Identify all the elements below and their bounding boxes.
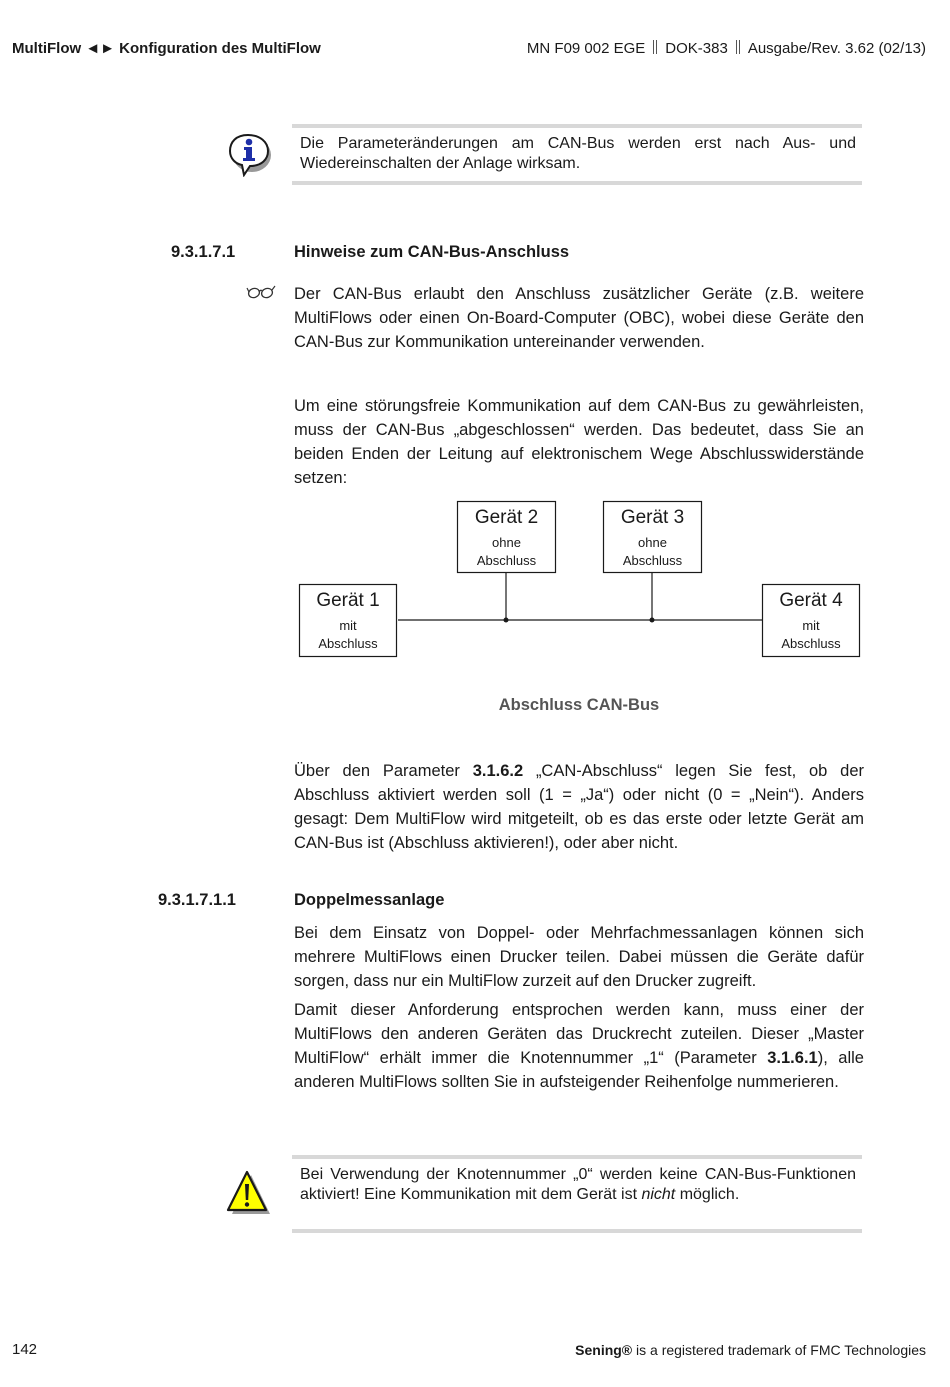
paragraph: Bei dem Einsatz von Doppel- oder Mehrfachmessanlagen können sich mehrere MultiFlows einen Drucker teilen. Dabei müssen die Geräte dafür sorgen, dass nur ein MultiFlow zurzeit auf den Drucker zugreift. (294, 924, 864, 990)
device-name: Gerät 1 (316, 590, 380, 611)
device-status: Abschluss (476, 553, 537, 568)
junction-dot (650, 618, 655, 623)
device-box-4 (763, 585, 860, 657)
parameter-ref: 3.1.6.1 (767, 1049, 818, 1067)
device-status: Abschluss (318, 636, 378, 651)
text-run: Bei Verwendung der Knotennummer „0“ werden keine CAN-Bus-Funktionen aktiviert! Eine Kommunikation mit dem Gerät ist (300, 1166, 856, 1203)
emphasis: nicht (641, 1186, 676, 1203)
header-doc-id: DOK-383 (665, 40, 728, 57)
text-run: Über den Parameter (294, 762, 473, 780)
text-run: ), alle anderen MultiFlows sollten Sie in aufsteigender Reihenfolge nummerieren. (294, 1049, 864, 1091)
header-separator (653, 40, 657, 54)
junction-dot (504, 618, 509, 623)
device-status: Abschluss (622, 553, 683, 568)
header-chapter: MultiFlow ◄► Konfiguration des MultiFlow (12, 40, 321, 57)
section-title: Doppelmessanlage (294, 891, 445, 909)
info-note (292, 124, 862, 185)
device-name: Gerät 4 (779, 590, 843, 611)
text-run: Damit dieser Anforderung entsprochen werden kann, muss einer der MultiFlows den anderen Geräten das Druckrecht zuteilen. Dieser „Master MultiFlow“ erhält immer die Knotennummer „1“ (Parameter (294, 1001, 864, 1067)
header-doc-info (527, 40, 926, 57)
device-name: Gerät 2 (474, 507, 539, 528)
warning-icon (226, 1170, 272, 1218)
info-note-text: Die Parameteränderungen am CAN-Bus werden erst nach Aus- und Wiedereinschalten der Anlage wirksam. (300, 135, 856, 172)
device-status: ohne (492, 535, 521, 550)
parameter-ref: 3.1.6.2 (472, 762, 524, 780)
text-run: „CAN-Abschluss“ legen Sie fest, ob der Abschluss aktiviert werden soll (1 = „Ja“) oder nicht (0 = „Nein“). Anders gesagt: Dem MultiFlow wird mitgeteilt, ob es das erste oder letzte Gerät am CAN-Bus ist (Abschluss aktivieren!), oder aber nicht. (294, 762, 864, 852)
header-revision: Ausgabe/Rev. 3.62 (02/13) (747, 40, 926, 57)
warning-note (292, 1155, 862, 1233)
footer-trademark (575, 1342, 926, 1358)
page-number: 142 (12, 1341, 38, 1358)
can-bus-diagram (296, 500, 864, 662)
device-status: ohne (638, 535, 667, 550)
text-run: möglich. (675, 1186, 740, 1203)
device-name: Gerät 3 (620, 507, 685, 528)
device-status: mit (802, 618, 820, 633)
device-box-1 (300, 585, 397, 657)
paragraph: Um eine störungsfreie Kommunikation auf dem CAN-Bus zu gewährleisten, muss der CAN-Bus „abgeschlossen“ werden. Das bedeutet, dass Sie an beiden Enden der Leitung auf elektronischem Wege Abschlusswiderstände setzen: (294, 397, 864, 487)
info-icon (228, 131, 272, 177)
diagram-caption: Abschluss CAN-Bus (498, 696, 660, 714)
device-box-3 (604, 502, 702, 573)
paragraph: Der CAN-Bus erlaubt den Anschluss zusätzlicher Geräte (z.B. weitere MultiFlows oder einen On-Board-Computer (OBC), wobei diese Geräte den CAN-Bus zur Kommunikation untereinander verwenden. (294, 285, 864, 351)
device-status: mit (339, 618, 357, 633)
section-number: 9.3.1.7.1 (171, 243, 236, 261)
paragraph (294, 759, 864, 855)
device-status: Abschluss (781, 636, 841, 651)
header-separator (736, 40, 740, 54)
section-number: 9.3.1.7.1.1 (158, 891, 236, 909)
header-doc-code: MN F09 002 EGE (526, 40, 646, 57)
glasses-icon (246, 284, 276, 300)
paragraph (294, 998, 864, 1094)
device-box-2 (458, 502, 556, 573)
text-run: is a registered trademark of FMC Technologies (632, 1342, 926, 1358)
brand-name: Sening® (575, 1342, 633, 1358)
section-title: Hinweise zum CAN-Bus-Anschluss (294, 243, 570, 261)
